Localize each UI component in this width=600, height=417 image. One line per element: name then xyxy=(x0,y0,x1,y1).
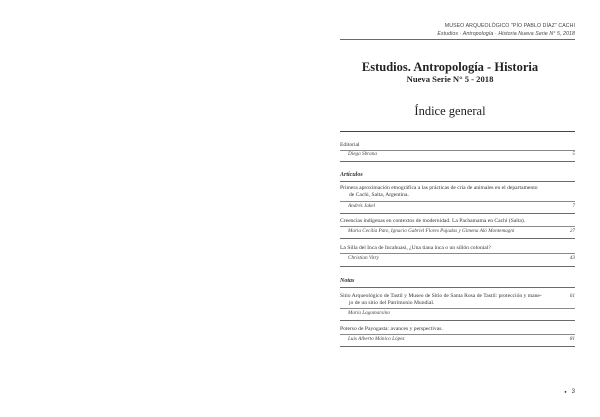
index-top-rule xyxy=(340,131,575,132)
section-articulos: Artículos xyxy=(340,172,363,178)
entry-separator xyxy=(340,238,575,239)
running-head-museum: MUSEO ARQUEOLÓGICO "PÍO PABLO DÍAZ" CACHI xyxy=(444,23,575,29)
toc-entry-title: Poterso de Payogasta: avances y perspectivas. xyxy=(340,326,443,332)
entry-rule xyxy=(340,253,575,254)
toc-entry-author: Maria Cecilia Pato, Ignacio Gabriel Flores Pujadas y Gimena Aló Montemagni xyxy=(348,228,515,234)
section-notas: Notas xyxy=(340,278,355,284)
index-bottom-rule xyxy=(340,346,575,347)
toc-entry-title: Creencias indígenas en contextos de modernidad. La Pachamama en Cachi (Salta). xyxy=(340,218,526,224)
toc-entry-article-1[interactable] xyxy=(340,185,566,199)
toc-entry-title: Sitio Arqueológico de Tastil y Museo de Sitio de Santa Rosa de Tastil: protección y mane- xyxy=(340,293,542,299)
index-heading: Índice general xyxy=(414,104,486,118)
entry-rule xyxy=(340,201,575,202)
toc-entry-title: Primera aproximación etnográfica a las prácticas de cría de animales en el departamento xyxy=(340,185,538,191)
toc-entry-author: Andrés Jakel xyxy=(348,203,375,209)
toc-entry-article-2[interactable] xyxy=(340,218,566,225)
journal-title: Estudios. Antropología - Historia xyxy=(361,60,539,74)
toc-entry-author: Luis Alberto Mónico López xyxy=(348,336,405,342)
toc-entry-page: 81 xyxy=(569,336,575,342)
toc-entry-author: Christian Vitry xyxy=(348,255,379,261)
entry-rule xyxy=(340,308,575,309)
section-rule xyxy=(340,266,575,267)
toc-entry-title: La Silla del Inca de Incahuasi, ¿Una tiana inca o un sillón colonial? xyxy=(340,245,491,251)
toc-entry-page: 27 xyxy=(569,228,575,234)
entry-rule xyxy=(340,226,575,227)
toc-entry-article-3[interactable] xyxy=(340,245,566,252)
entry-rule xyxy=(340,334,575,335)
toc-entry-page: 43 xyxy=(569,255,575,261)
toc-entry-title: Editorial xyxy=(340,142,360,148)
toc-entry-title-cont: jo de un sitio del Patrimonio Mundial. xyxy=(349,300,435,306)
running-head xyxy=(437,22,575,38)
title-block xyxy=(330,60,570,74)
toc-entry-author: Diego Sbrana xyxy=(348,151,377,157)
section-rule xyxy=(340,181,575,182)
section-rule xyxy=(340,287,575,288)
running-head-series: Estudios · Antropología · Historia Nueva Serie N° 5, 2018 xyxy=(437,31,575,37)
toc-entry-title-cont: de Cachi, Salta, Argentina. xyxy=(349,192,409,198)
header-divider xyxy=(340,39,575,40)
toc-entry-note-2[interactable] xyxy=(340,326,566,333)
toc-entry-editorial[interactable] xyxy=(340,142,566,149)
entry-separator xyxy=(340,320,575,321)
toc-entry-author: María Lagomarsino xyxy=(348,310,390,316)
page-number: 3 xyxy=(571,389,575,395)
toc-entry-note-1[interactable] xyxy=(340,293,566,307)
section-rule xyxy=(340,161,575,162)
toc-entry-page: 7 xyxy=(572,203,575,209)
page-footer xyxy=(564,389,575,395)
journal-subtitle: Nueva Serie N° 5 - 2018 xyxy=(406,74,494,84)
toc-entry-page: 5 xyxy=(572,151,575,157)
toc-entry-page: 61 xyxy=(569,293,575,299)
entry-separator xyxy=(340,213,575,214)
bullet-icon: ● xyxy=(564,388,567,394)
